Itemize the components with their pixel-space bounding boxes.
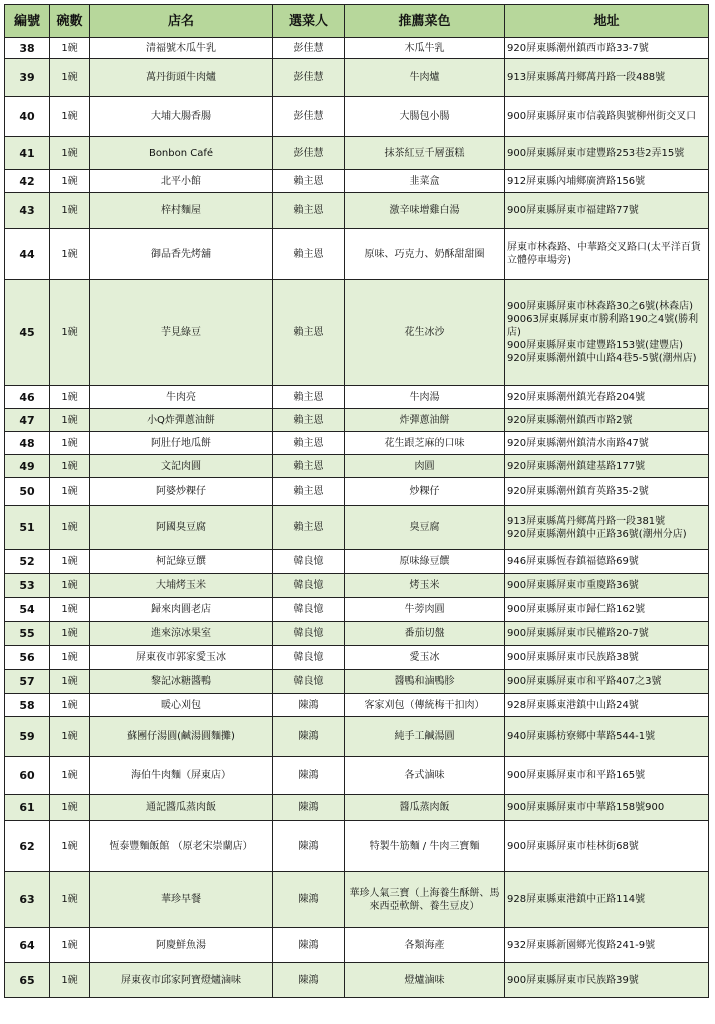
cell-bowls: 1碗 bbox=[50, 757, 90, 795]
cell-store-name: 北平小館 bbox=[90, 170, 273, 193]
cell-picker: 陳鴻 bbox=[273, 795, 345, 821]
cell-address bbox=[505, 38, 709, 59]
cell-picker: 賴主恩 bbox=[273, 478, 345, 506]
cell-store-name: 進來涼冰果室 bbox=[90, 622, 273, 646]
cell-bowls: 1碗 bbox=[50, 963, 90, 998]
table-row bbox=[5, 694, 709, 717]
cell-address bbox=[505, 478, 709, 506]
cell-address bbox=[505, 386, 709, 409]
cell-id: 65 bbox=[5, 963, 50, 998]
cell-bowls: 1碗 bbox=[50, 821, 90, 872]
cell-address bbox=[505, 598, 709, 622]
table-row bbox=[5, 386, 709, 409]
cell-store-name: 阿婆炒粿仔 bbox=[90, 478, 273, 506]
cell-store-name: 大埔烤玉米 bbox=[90, 574, 273, 598]
cell-dish: 牛蒡肉圓 bbox=[345, 598, 505, 622]
address-line: 900屏東縣屏東市福建路77號 bbox=[507, 205, 639, 216]
cell-address bbox=[505, 97, 709, 137]
cell-dish: 烤玉米 bbox=[345, 574, 505, 598]
cell-store-name: 大埔大腸香腸 bbox=[90, 97, 273, 137]
header-store-name: 店名 bbox=[90, 5, 273, 38]
cell-id: 58 bbox=[5, 694, 50, 717]
cell-dish: 純手工鹹湯圓 bbox=[345, 717, 505, 757]
cell-address bbox=[505, 821, 709, 872]
cell-picker: 賴主恩 bbox=[273, 280, 345, 386]
cell-picker: 陳鴻 bbox=[273, 717, 345, 757]
cell-picker: 彭佳慧 bbox=[273, 38, 345, 59]
header-id: 編號 bbox=[5, 5, 50, 38]
cell-store-name: 海伯牛肉麵（屏東店） bbox=[90, 757, 273, 795]
cell-id: 54 bbox=[5, 598, 50, 622]
cell-bowls: 1碗 bbox=[50, 170, 90, 193]
address-line: 900屏東縣屏東市重慶路36號 bbox=[507, 580, 639, 591]
table-row bbox=[5, 59, 709, 97]
cell-address bbox=[505, 717, 709, 757]
table-row bbox=[5, 38, 709, 59]
table-row bbox=[5, 506, 709, 550]
cell-bowls: 1碗 bbox=[50, 455, 90, 478]
table-row bbox=[5, 646, 709, 670]
cell-store-name: 通記醬瓜蒸肉飯 bbox=[90, 795, 273, 821]
cell-id: 60 bbox=[5, 757, 50, 795]
table-row bbox=[5, 478, 709, 506]
cell-dish: 牛肉湯 bbox=[345, 386, 505, 409]
cell-dish: 牛肉爐 bbox=[345, 59, 505, 97]
cell-store-name: Bonbon Café bbox=[90, 137, 273, 170]
cell-picker: 彭佳慧 bbox=[273, 97, 345, 137]
cell-id: 63 bbox=[5, 872, 50, 928]
address-line: 912屏東縣內埔鄉廣濟路156號 bbox=[507, 175, 646, 187]
address-line: 940屏東縣枋寮鄉中華路544-1號 bbox=[507, 731, 656, 742]
address-line: 900屏東縣屏東市和平路165號 bbox=[507, 770, 646, 781]
cell-bowls: 1碗 bbox=[50, 574, 90, 598]
cell-address bbox=[505, 550, 709, 574]
address-line: 932屏東縣新園鄉光復路241-9號 bbox=[507, 939, 656, 951]
cell-bowls: 1碗 bbox=[50, 550, 90, 574]
cell-bowls: 1碗 bbox=[50, 229, 90, 280]
cell-dish: 抹茶紅豆千層蛋糕 bbox=[345, 137, 505, 170]
address-line: 900屏東縣屏東市桂林街68號 bbox=[507, 840, 639, 852]
cell-address bbox=[505, 432, 709, 455]
table-row bbox=[5, 717, 709, 757]
address-line: 900屏東縣屏東市民權路20-7號 bbox=[507, 628, 649, 639]
cell-address bbox=[505, 757, 709, 795]
cell-picker: 賴主恩 bbox=[273, 229, 345, 280]
cell-dish: 愛玉冰 bbox=[345, 646, 505, 670]
cell-id: 64 bbox=[5, 928, 50, 963]
address-line: 920屏東縣潮州鎮建基路177號 bbox=[507, 460, 646, 472]
cell-id: 47 bbox=[5, 409, 50, 432]
cell-dish: 韭菜盒 bbox=[345, 170, 505, 193]
cell-picker: 賴主恩 bbox=[273, 193, 345, 229]
cell-picker: 陳鴻 bbox=[273, 694, 345, 717]
cell-picker: 賴主恩 bbox=[273, 386, 345, 409]
cell-picker: 賴主恩 bbox=[273, 455, 345, 478]
cell-picker: 陳鴻 bbox=[273, 963, 345, 998]
cell-bowls: 1碗 bbox=[50, 795, 90, 821]
cell-address bbox=[505, 872, 709, 928]
cell-store-name: 蘇團仔湯圓(鹹湯圓麵攤) bbox=[90, 717, 273, 757]
cell-bowls: 1碗 bbox=[50, 409, 90, 432]
address-line: 920屏東縣潮州鎮西市路33-7號 bbox=[507, 42, 649, 54]
cell-store-name: 阿國臭豆腐 bbox=[90, 506, 273, 550]
cell-bowls: 1碗 bbox=[50, 598, 90, 622]
cell-address bbox=[505, 795, 709, 821]
table-row bbox=[5, 670, 709, 694]
table-row bbox=[5, 928, 709, 963]
cell-id: 44 bbox=[5, 229, 50, 280]
cell-address bbox=[505, 694, 709, 717]
address-line: 900屏東縣屏東市中華路158號900 bbox=[507, 802, 665, 813]
cell-bowls: 1碗 bbox=[50, 280, 90, 386]
cell-picker: 韓良憶 bbox=[273, 622, 345, 646]
cell-dish: 激辛味增雞白湯 bbox=[345, 193, 505, 229]
cell-dish: 番茄切盤 bbox=[345, 622, 505, 646]
table-row bbox=[5, 193, 709, 229]
cell-dish: 醬瓜蒸肉飯 bbox=[345, 795, 505, 821]
cell-address bbox=[505, 59, 709, 97]
address-line: 920屏東縣潮州鎮育英路35-2號 bbox=[507, 486, 649, 497]
cell-dish: 各式滷味 bbox=[345, 757, 505, 795]
cell-store-name: 芋見綠豆 bbox=[90, 280, 273, 386]
table-row bbox=[5, 821, 709, 872]
address-line: 900屏東縣屏東市建豐路253巷2弄15號 bbox=[507, 147, 685, 159]
cell-dish: 燈爐滷味 bbox=[345, 963, 505, 998]
table-row bbox=[5, 757, 709, 795]
cell-id: 41 bbox=[5, 137, 50, 170]
cell-address bbox=[505, 622, 709, 646]
cell-address bbox=[505, 646, 709, 670]
restaurant-table-container bbox=[4, 4, 709, 998]
cell-dish: 炸彈蔥油餅 bbox=[345, 409, 505, 432]
table-row bbox=[5, 550, 709, 574]
address-line: 90063屏東縣屏東市勝利路190之4號(勝利店) bbox=[507, 314, 699, 338]
cell-picker: 陳鴻 bbox=[273, 821, 345, 872]
cell-id: 43 bbox=[5, 193, 50, 229]
cell-bowls: 1碗 bbox=[50, 478, 90, 506]
address-line: 900屏東縣屏東市信義路與號柳州街交叉口 bbox=[507, 111, 697, 122]
cell-address bbox=[505, 170, 709, 193]
cell-address bbox=[505, 963, 709, 998]
table-row bbox=[5, 574, 709, 598]
cell-id: 39 bbox=[5, 59, 50, 97]
cell-store-name: 清福號木瓜牛乳 bbox=[90, 38, 273, 59]
cell-address bbox=[505, 670, 709, 694]
cell-id: 51 bbox=[5, 506, 50, 550]
address-line: 920屏東縣潮州鎮光春路204號 bbox=[507, 391, 646, 403]
address-line: 946屏東縣恆春鎮福德路69號 bbox=[507, 556, 639, 567]
address-line: 928屏東縣東港鎮中山路24號 bbox=[507, 699, 639, 711]
cell-picker: 韓良憶 bbox=[273, 550, 345, 574]
cell-picker: 韓良憶 bbox=[273, 598, 345, 622]
cell-address bbox=[505, 137, 709, 170]
cell-address bbox=[505, 229, 709, 280]
cell-bowls: 1碗 bbox=[50, 506, 90, 550]
table-body bbox=[5, 38, 709, 998]
cell-bowls: 1碗 bbox=[50, 872, 90, 928]
cell-id: 42 bbox=[5, 170, 50, 193]
cell-picker: 陳鴻 bbox=[273, 928, 345, 963]
cell-picker: 賴主恩 bbox=[273, 506, 345, 550]
cell-picker: 賴主恩 bbox=[273, 170, 345, 193]
table-row bbox=[5, 455, 709, 478]
cell-dish: 木瓜牛乳 bbox=[345, 38, 505, 59]
address-line: 900屏東縣屏東市民族路38號 bbox=[507, 652, 639, 663]
cell-bowls: 1碗 bbox=[50, 386, 90, 409]
cell-address bbox=[505, 574, 709, 598]
address-line: 900屏東縣屏東市林森路30之6號(林森店) bbox=[507, 301, 693, 312]
address-line: 900屏東縣屏東市民族路39號 bbox=[507, 974, 639, 986]
cell-store-name: 牛肉亮 bbox=[90, 386, 273, 409]
cell-id: 48 bbox=[5, 432, 50, 455]
cell-address bbox=[505, 193, 709, 229]
cell-picker: 韓良憶 bbox=[273, 646, 345, 670]
address-line: 913屏東縣萬丹鄉萬丹路一段381號 bbox=[507, 515, 666, 527]
cell-dish: 臭豆腐 bbox=[345, 506, 505, 550]
cell-id: 61 bbox=[5, 795, 50, 821]
cell-id: 56 bbox=[5, 646, 50, 670]
cell-bowls: 1碗 bbox=[50, 622, 90, 646]
cell-bowls: 1碗 bbox=[50, 646, 90, 670]
cell-picker: 陳鴻 bbox=[273, 872, 345, 928]
cell-dish: 特製牛筋麵 / 牛肉三寶麵 bbox=[345, 821, 505, 872]
table-row bbox=[5, 432, 709, 455]
table-row bbox=[5, 598, 709, 622]
cell-store-name: 文記肉圓 bbox=[90, 455, 273, 478]
cell-picker: 韓良憶 bbox=[273, 670, 345, 694]
cell-store-name: 屏東夜市邱家阿寶燈爐滷味 bbox=[90, 963, 273, 998]
cell-dish: 花生跟芝麻的口味 bbox=[345, 432, 505, 455]
cell-dish: 大腸包小腸 bbox=[345, 97, 505, 137]
cell-bowls: 1碗 bbox=[50, 717, 90, 757]
cell-id: 46 bbox=[5, 386, 50, 409]
cell-id: 55 bbox=[5, 622, 50, 646]
cell-id: 62 bbox=[5, 821, 50, 872]
table-row bbox=[5, 229, 709, 280]
table-row bbox=[5, 97, 709, 137]
cell-id: 53 bbox=[5, 574, 50, 598]
cell-bowls: 1碗 bbox=[50, 193, 90, 229]
table-row bbox=[5, 170, 709, 193]
table-row bbox=[5, 963, 709, 998]
cell-id: 59 bbox=[5, 717, 50, 757]
cell-store-name: 柯記綠豆饌 bbox=[90, 550, 273, 574]
cell-picker: 韓良憶 bbox=[273, 574, 345, 598]
cell-picker: 彭佳慧 bbox=[273, 59, 345, 97]
cell-picker: 賴主恩 bbox=[273, 409, 345, 432]
cell-id: 52 bbox=[5, 550, 50, 574]
cell-bowls: 1碗 bbox=[50, 59, 90, 97]
address-line: 920屏東縣潮州鎮清水南路47號 bbox=[507, 437, 649, 449]
address-line: 920屏東縣潮州鎮西市路2號 bbox=[507, 414, 633, 426]
cell-id: 57 bbox=[5, 670, 50, 694]
cell-store-name: 暖心刈包 bbox=[90, 694, 273, 717]
cell-store-name: 華珍早餐 bbox=[90, 872, 273, 928]
cell-store-name: 黎記冰糖醬鴨 bbox=[90, 670, 273, 694]
cell-id: 38 bbox=[5, 38, 50, 59]
restaurant-table bbox=[4, 4, 709, 998]
cell-dish: 炒粿仔 bbox=[345, 478, 505, 506]
header-row bbox=[5, 5, 709, 38]
cell-picker: 陳鴻 bbox=[273, 757, 345, 795]
cell-bowls: 1碗 bbox=[50, 694, 90, 717]
cell-store-name: 歸來肉圓老店 bbox=[90, 598, 273, 622]
cell-dish: 肉圓 bbox=[345, 455, 505, 478]
cell-dish: 華珍人氣三寶（上海養生酥餅、馬來西亞軟餅、養生豆皮） bbox=[345, 872, 505, 928]
address-line: 928屏東縣東港鎮中正路114號 bbox=[507, 894, 646, 905]
table-row bbox=[5, 795, 709, 821]
cell-dish: 花生冰沙 bbox=[345, 280, 505, 386]
cell-id: 45 bbox=[5, 280, 50, 386]
address-line: 920屏東縣潮州鎮中山路4巷5-5號(潮州店) bbox=[507, 353, 697, 364]
address-line: 913屏東縣萬丹鄉萬丹路一段488號 bbox=[507, 72, 666, 83]
table-row bbox=[5, 872, 709, 928]
cell-dish: 醬鴨和滷鴨胗 bbox=[345, 670, 505, 694]
cell-bowls: 1碗 bbox=[50, 97, 90, 137]
cell-store-name: 御品香先烤舖 bbox=[90, 229, 273, 280]
cell-bowls: 1碗 bbox=[50, 137, 90, 170]
table-row bbox=[5, 137, 709, 170]
cell-picker: 賴主恩 bbox=[273, 432, 345, 455]
cell-store-name: 阿肚仔地瓜餅 bbox=[90, 432, 273, 455]
cell-store-name: 恆泰豐麵飯館 （原老宋崇蘭店） bbox=[90, 821, 273, 872]
cell-address bbox=[505, 506, 709, 550]
cell-bowls: 1碗 bbox=[50, 38, 90, 59]
cell-dish: 客家刈包（傳統梅干扣肉） bbox=[345, 694, 505, 717]
cell-store-name: 小Q炸彈蔥油餅 bbox=[90, 409, 273, 432]
cell-store-name: 阿慶鮮魚湯 bbox=[90, 928, 273, 963]
address-line: 屏東市林森路、中華路交叉路口(太平洋百貨立體停車場旁) bbox=[507, 242, 701, 266]
address-line: 900屏東縣屏東市歸仁路162號 bbox=[507, 604, 646, 615]
table-row bbox=[5, 622, 709, 646]
address-line: 900屏東縣屏東市和平路407之3號 bbox=[507, 676, 662, 687]
cell-store-name: 屏東夜市郭家愛玉冰 bbox=[90, 646, 273, 670]
cell-bowls: 1碗 bbox=[50, 432, 90, 455]
table-row bbox=[5, 409, 709, 432]
address-line: 920屏東縣潮州鎮中正路36號(潮州分店) bbox=[507, 528, 687, 540]
cell-id: 50 bbox=[5, 478, 50, 506]
header-dish: 推薦菜色 bbox=[345, 5, 505, 38]
cell-address bbox=[505, 280, 709, 386]
cell-dish: 原味綠豆饌 bbox=[345, 550, 505, 574]
header-address: 地址 bbox=[505, 5, 709, 38]
cell-address bbox=[505, 455, 709, 478]
cell-store-name: 萬丹街頭牛肉爐 bbox=[90, 59, 273, 97]
cell-id: 40 bbox=[5, 97, 50, 137]
cell-address bbox=[505, 409, 709, 432]
cell-dish: 各類海產 bbox=[345, 928, 505, 963]
cell-store-name: 梓村麵屋 bbox=[90, 193, 273, 229]
header-picker: 選菜人 bbox=[273, 5, 345, 38]
cell-dish: 原味、巧克力、奶酥甜甜圈 bbox=[345, 229, 505, 280]
table-row bbox=[5, 280, 709, 386]
cell-picker: 彭佳慧 bbox=[273, 137, 345, 170]
address-line: 900屏東縣屏東市建豐路153號(建豐店) bbox=[507, 340, 683, 351]
cell-bowls: 1碗 bbox=[50, 928, 90, 963]
header-bowls: 碗數 bbox=[50, 5, 90, 38]
cell-address bbox=[505, 928, 709, 963]
cell-id: 49 bbox=[5, 455, 50, 478]
cell-bowls: 1碗 bbox=[50, 670, 90, 694]
